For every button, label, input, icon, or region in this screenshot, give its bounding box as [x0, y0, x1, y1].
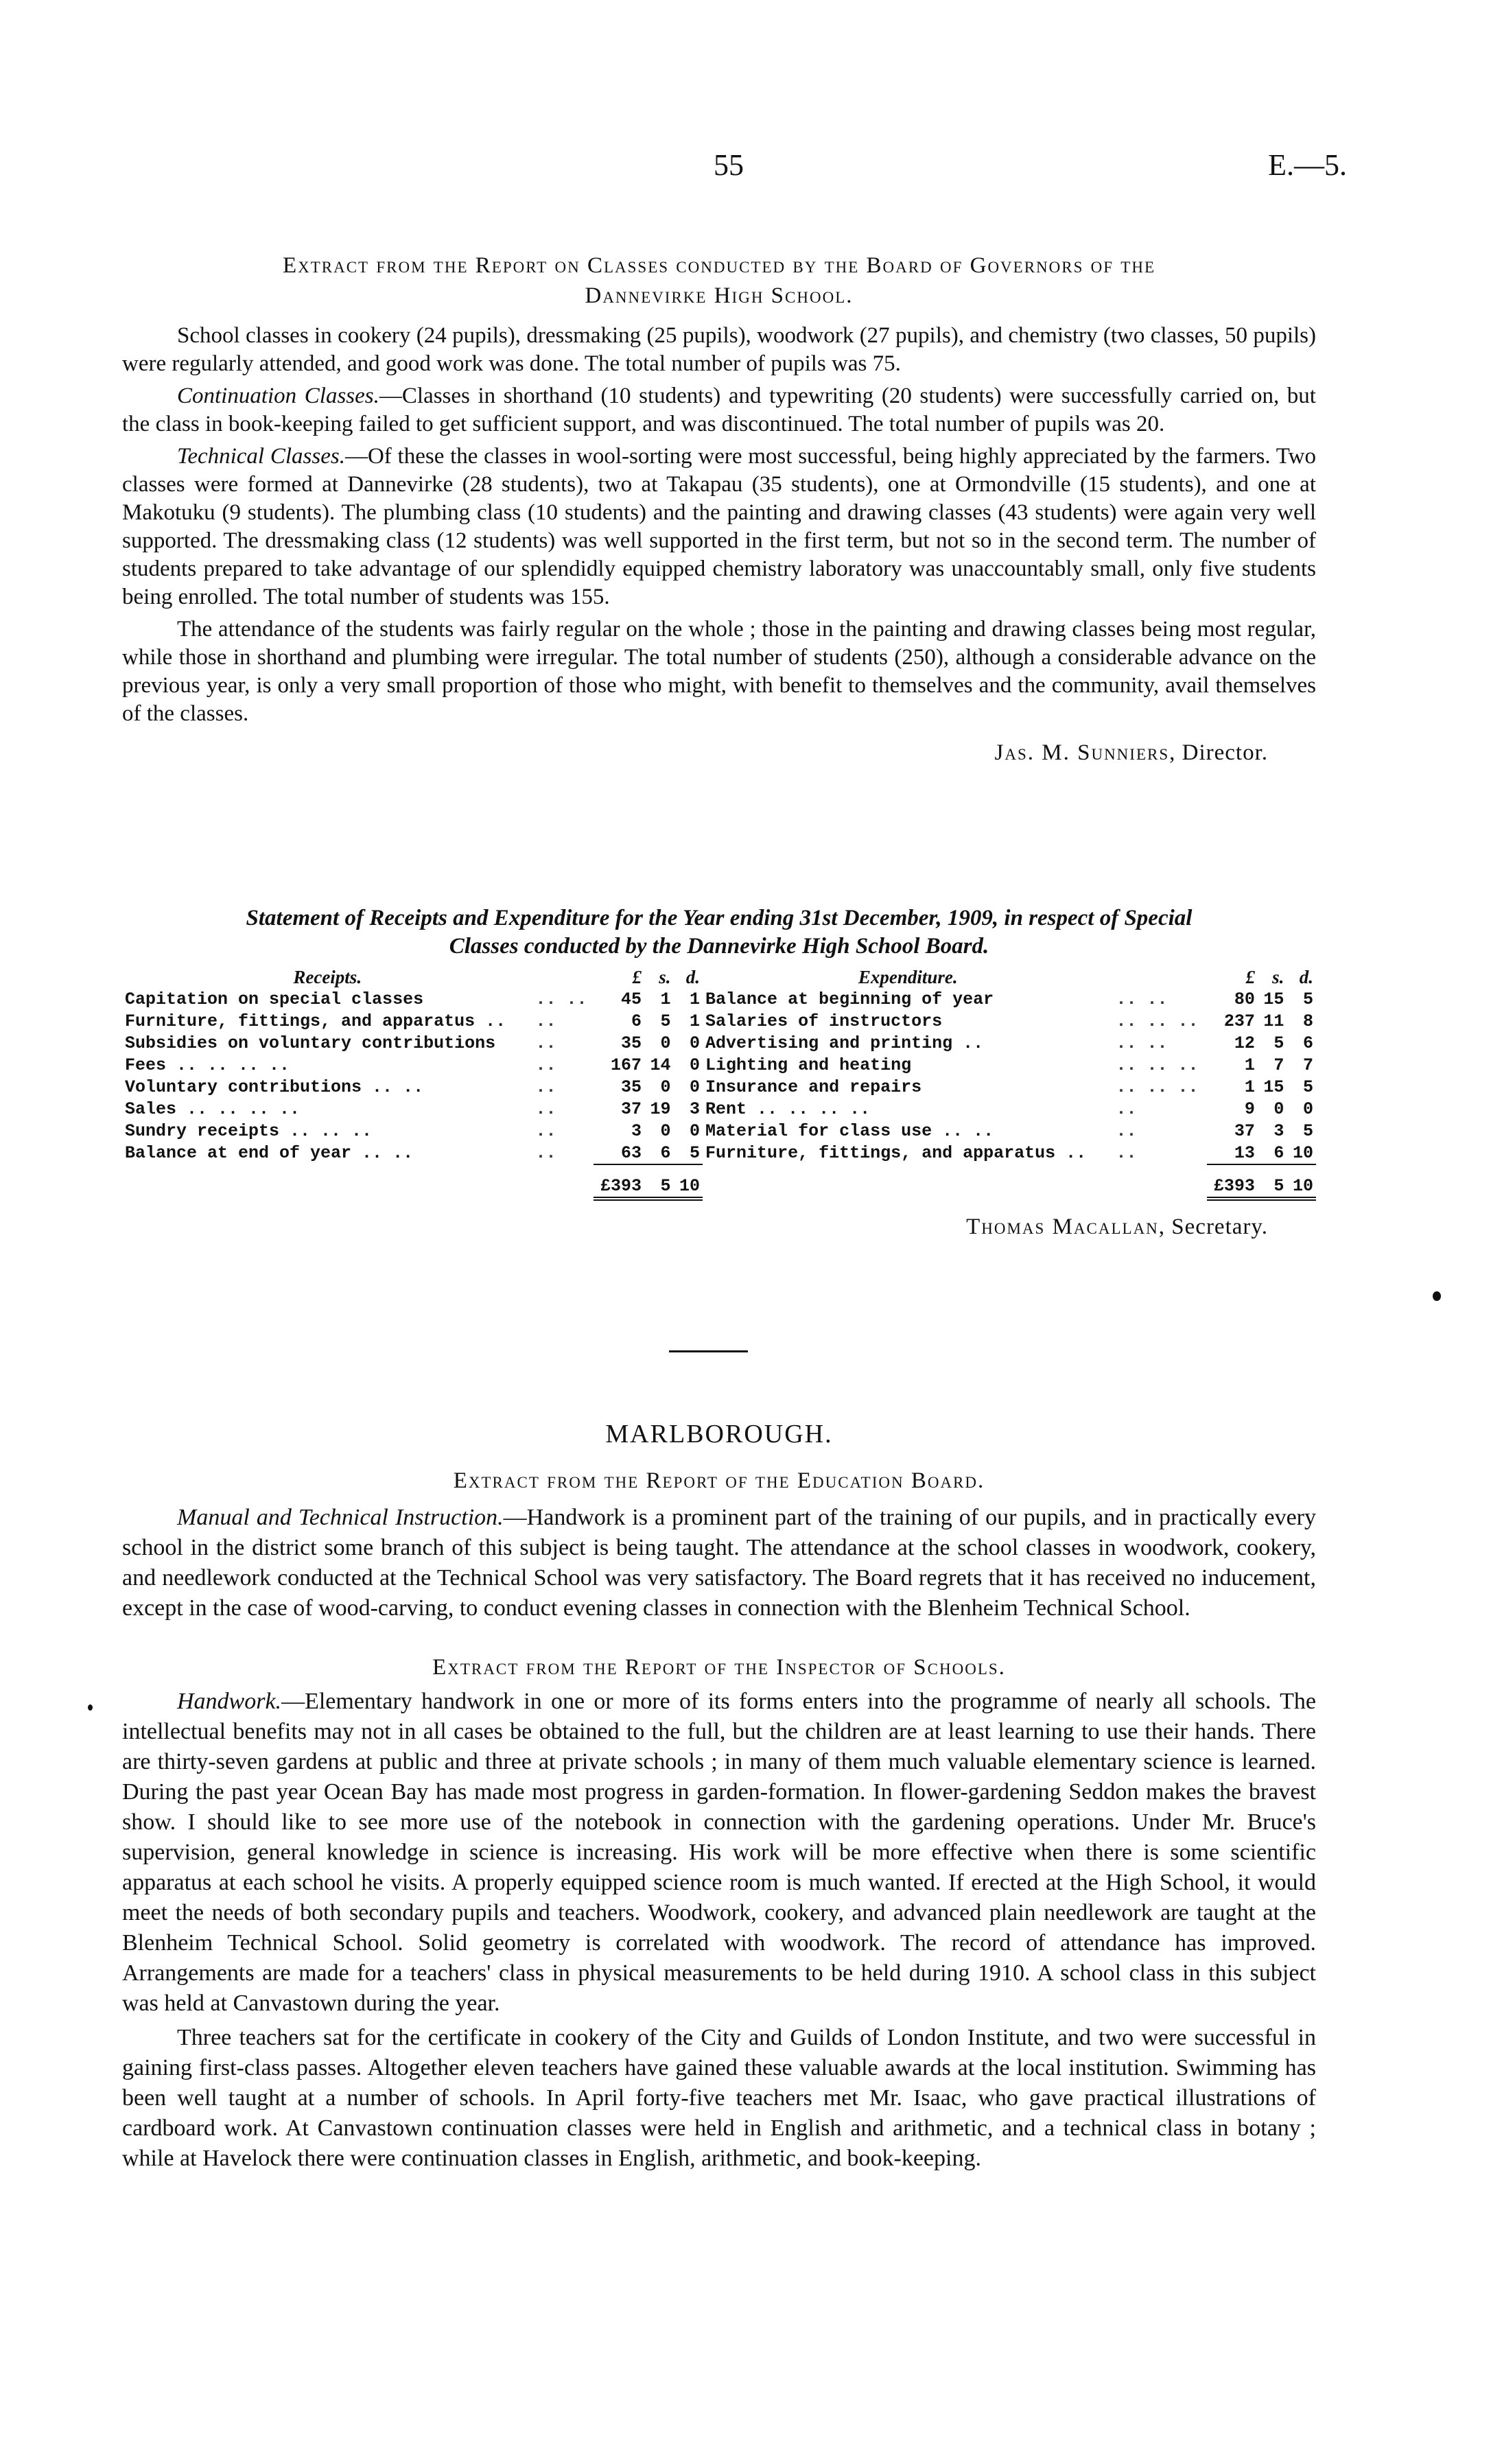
receipt-label: Capitation on special classes [125, 989, 424, 1009]
expenditure-pounds: 12 [1234, 1033, 1255, 1053]
expenditure-shillings: 3 [1273, 1120, 1284, 1141]
secretary-name: Thomas Macallan [966, 1215, 1159, 1239]
receipt-label: Balance at end of year .. .. [125, 1143, 414, 1163]
receipt-shillings: 19 [650, 1099, 671, 1119]
receipt-label: Voluntary contributions .. .. [125, 1077, 424, 1097]
expenditure-label: Insurance and repairs [705, 1077, 922, 1097]
region-heading: MARLBOROUGH. [605, 1420, 833, 1448]
expenditure-leader-dots: .. [1116, 1099, 1137, 1119]
expenditure-label: Lighting and heating [705, 1055, 912, 1075]
paragraph-handwork [122, 1687, 1316, 2019]
expenditure-shillings: 7 [1273, 1055, 1284, 1075]
expenditure-pounds: 9 [1244, 1099, 1255, 1119]
receipt-pence: 3 [690, 1099, 701, 1119]
expenditure-pounds: 13 [1234, 1142, 1255, 1163]
receipt-label: Fees .. .. .. .. [125, 1055, 290, 1075]
receipt-leader-dots: .. [535, 1011, 556, 1031]
total-receipts-pounds: £393 [594, 1164, 644, 1199]
expenditure-label: Advertising and printing .. [705, 1033, 984, 1053]
receipt-pounds: 45 [621, 989, 642, 1009]
receipt-leader-dots: .. [535, 1033, 556, 1053]
expenditure-shillings: 15 [1263, 989, 1284, 1009]
expenditure-leader-dots: .. .. .. [1116, 1077, 1199, 1097]
col-shillings: s. [659, 966, 671, 987]
total-expenditure-pounds: £393 [1207, 1164, 1258, 1199]
table-row [122, 1076, 1316, 1098]
table-row [122, 1054, 1316, 1076]
expenditure-pence: 5 [1302, 1077, 1313, 1097]
dannevirke-heading [122, 250, 1316, 311]
receipt-leader-dots: .. [535, 1055, 556, 1075]
expenditure-label: Rent .. .. .. .. [705, 1099, 871, 1119]
expenditure-shillings: 11 [1263, 1011, 1284, 1031]
receipt-leader-dots: .. .. [535, 989, 587, 1009]
col-pence: d. [685, 966, 701, 987]
expenditure-shillings: 15 [1263, 1077, 1284, 1097]
technical-text: —Of these the classes in wool-sorting were most successful, being highly appreciated by the farmers. Two classes were formed at Dannevirke (28 students), two at Takapau (35 students), one at Ormondville (15 students), and one at Makotuku (9 students). The plumbing class (10 students) and the painting and drawing classes (43 students) were again very well supported. The dressmaking class (12 students) was well supported in the first term, but not so in the second term. The number of students prepared to take advantage of our splendidly equipped chemistry laboratory was unaccountably small, only five students being enrolled. The total number of students was 155. [122, 444, 1316, 609]
receipt-shillings: 5 [660, 1011, 671, 1031]
receipt-pence: 1 [690, 989, 701, 1009]
paragraph-school-classes: School classes in cookery (24 pupils), dressmaking (25 pupils), woodwork (27 pupils), and chemistry (two classes, 50 pupils) were regularly attended, and good work was done. The total number of pupils was 75. [122, 323, 1316, 376]
receipt-shillings: 14 [650, 1055, 671, 1075]
table-row [122, 1120, 1316, 1142]
receipt-leader-dots: .. [535, 1099, 556, 1119]
expenditure-leader-dots: .. [1116, 1120, 1137, 1141]
receipt-pounds: 3 [631, 1120, 642, 1141]
receipt-pounds: 167 [611, 1055, 642, 1075]
receipt-label: Sales .. .. .. .. [125, 1099, 301, 1119]
table-row [122, 1142, 1316, 1164]
expenditure-label: Salaries of instructors [705, 1011, 943, 1031]
ink-spot [1433, 1291, 1441, 1301]
expenditure-pence: 10 [1292, 1142, 1313, 1163]
heading-line-2: Dannevirke High School. [585, 283, 854, 308]
expenditure-pounds: 80 [1234, 989, 1255, 1009]
secretary-signature [122, 1215, 1316, 1240]
statement-title [122, 904, 1316, 961]
paragraph-technical-classes [122, 443, 1316, 611]
receipt-label: Subsidies on voluntary contributions [125, 1033, 496, 1053]
statement-title-line-2: Classes conducted by the Dannevirke High School Board. [449, 934, 989, 959]
expenditure-pence: 8 [1302, 1011, 1313, 1031]
expenditure-leader-dots: .. .. .. [1116, 1011, 1199, 1031]
statement-section [122, 904, 1316, 1240]
ink-spot [88, 1704, 93, 1711]
lead-handwork: Handwork. [177, 1689, 282, 1714]
col-pence-exp: d. [1299, 966, 1313, 987]
inspector-heading: Extract from the Report of the Inspector of Schools. [432, 1655, 1006, 1680]
receipt-pence: 0 [690, 1077, 701, 1097]
total-receipts-shillings: 5 [644, 1164, 674, 1199]
expenditure-pence: 7 [1302, 1055, 1313, 1075]
receipt-pounds: 6 [631, 1011, 642, 1031]
expenditure-pounds: 1 [1244, 1055, 1255, 1075]
paragraph-continuation-classes [122, 382, 1316, 438]
dannevirke-section [122, 250, 1316, 766]
expenditure-pounds: 37 [1234, 1120, 1255, 1141]
director-signature [122, 740, 1316, 766]
expenditure-pounds: 237 [1223, 1011, 1255, 1031]
series-identifier: E.—5. [1268, 148, 1347, 182]
table-row [122, 1010, 1316, 1032]
expenditure-shillings: 0 [1273, 1099, 1284, 1119]
receipt-label: Furniture, fittings, and apparatus .. [125, 1011, 506, 1031]
receipt-shillings: 1 [660, 989, 671, 1009]
expenditure-pence: 6 [1302, 1033, 1313, 1053]
table-header-row [122, 966, 1316, 988]
receipt-leader-dots: .. [535, 1143, 556, 1163]
lead-technical: Technical Classes. [177, 444, 345, 469]
handwork-text: —Elementary handwork in one or more of its forms enters into the programme of nearly all schools. The intellectual benefits may not in all cases be obtained to the full, but the children are at least learning to use their hands. There are thirty-seven gardens at public and three at private schools ; in many of them much valuable elementary science is learned. During the past year Ocean Bay has made most progress in garden-formation. In flower-gardening Seddon makes the bravest show. I should like to see more use of the notebook in connection with the gardening operations. Under Mr. Bruce's supervision, general knowledge in science is increasing. His work will be more effective when there is some scientific apparatus at each school he visits. A properly equipped science room is much wanted. If erected at the High School, it would meet the needs of both secondary pupils and teachers. Woodwork, cookery, and advanced plain needlework are taught at the Blenheim Technical School. Solid geometry is correlated with woodwork. The record of attendance has improved. Arrangements are made for a teachers' class in physical measurements to be held during 1910. A school class in this subject was held at Canvastown during the year. [122, 1689, 1316, 2016]
total-expenditure-shillings: 5 [1258, 1164, 1287, 1199]
expenditure-leader-dots: .. .. [1116, 1033, 1168, 1053]
expenditure-pence: 5 [1302, 1120, 1313, 1141]
expenditure-shillings: 6 [1273, 1142, 1284, 1163]
receipt-pence: 0 [690, 1055, 701, 1075]
lead-manual-technical: Manual and Technical Instruction. [177, 1505, 504, 1530]
director-title: , Director. [1169, 740, 1268, 765]
total-receipts-pence: 10 [674, 1164, 703, 1199]
board-heading: Extract from the Report of the Education Board. [453, 1468, 985, 1493]
page-number: 55 [714, 148, 744, 182]
col-pound: £ [632, 966, 642, 987]
receipt-pence: 0 [690, 1033, 701, 1053]
accounts-table [122, 966, 1316, 1201]
receipt-label: Sundry receipts .. .. .. [125, 1120, 373, 1141]
expenditure-label: Furniture, fittings, and apparatus .. [705, 1143, 1087, 1163]
expenditure-leader-dots: .. .. [1116, 989, 1168, 1009]
receipt-shillings: 0 [660, 1033, 671, 1053]
total-expenditure-pence: 10 [1287, 1164, 1316, 1199]
expenditure-header: Expenditure. [858, 966, 958, 987]
expenditure-label: Balance at beginning of year [705, 989, 994, 1009]
expenditure-pence: 0 [1302, 1099, 1313, 1119]
col-shillings-exp: s. [1272, 966, 1284, 987]
heading-line-1: Extract from the Report on Classes conducted by the Board of Governors of the [282, 253, 1156, 278]
totals-row [122, 1164, 1316, 1199]
table-row [122, 1032, 1316, 1054]
receipt-pounds: 37 [621, 1099, 642, 1119]
receipt-pence: 1 [690, 1011, 701, 1031]
paragraph-teachers: Three teachers sat for the certificate in cookery of the City and Guilds of London Institute, and two were successful in gaining first-class passes. Altogether eleven teachers have gained these valuable awards at the local institution. Swimming has been well taught at a number of schools. In April forty-five teachers met Mr. Isaac, who gave practical illustrations of cardboard work. At Canvastown continuation classes were held in English and arithmetic, and a technical class in botany ; while at Havelock there were continuation classes in English, arithmetic, and book-keeping. [122, 2025, 1316, 2171]
receipt-pounds: 35 [621, 1077, 642, 1097]
expenditure-leader-dots: .. [1116, 1143, 1137, 1163]
receipt-leader-dots: .. [535, 1120, 556, 1141]
table-row [122, 988, 1316, 1010]
receipt-pence: 0 [690, 1120, 701, 1141]
lead-continuation: Continuation Classes. [177, 384, 379, 408]
table-row [122, 1098, 1316, 1120]
receipt-pence: 5 [690, 1142, 701, 1163]
receipt-leader-dots: .. [535, 1077, 556, 1097]
expenditure-shillings: 5 [1273, 1033, 1284, 1053]
receipt-shillings: 0 [660, 1077, 671, 1097]
receipts-header: Receipts. [293, 966, 362, 987]
col-pound-exp: £ [1245, 966, 1255, 987]
receipt-shillings: 0 [660, 1120, 671, 1141]
director-name: Jas. M. Sunniers [994, 740, 1170, 765]
expenditure-leader-dots: .. .. .. [1116, 1055, 1199, 1075]
continuation-text: —Classes in shorthand (10 students) and typewriting (20 students) were successfully carried on, but the class in book-keeping failed to get sufficient support, and was discontinued. The total number of pupils was 20. [122, 384, 1316, 436]
section-divider [669, 1350, 748, 1352]
receipt-pounds: 63 [621, 1142, 642, 1163]
manual-technical-text: —Handwork is a prominent part of the training of our pupils, and in practically every school in the district some branch of this subject is being taught. The attendance at the school classes in woodwork, cookery, and needlework conducted at the Technical School was very satisfactory. The Board regrets that it has received no inducement, except in the case of wood-carving, to conduct evening classes in connection with the Blenheim Technical School. [122, 1505, 1317, 1621]
paragraph-manual-technical [122, 1503, 1316, 1623]
expenditure-pence: 5 [1302, 989, 1313, 1009]
expenditure-pounds: 1 [1244, 1077, 1255, 1097]
marlborough-section [122, 1466, 1316, 2174]
statement-title-line-1: Statement of Receipts and Expenditure for the Year ending 31st December, 1909, in respect of Special [246, 906, 1193, 930]
receipt-pounds: 35 [621, 1033, 642, 1053]
secretary-title: , Secretary. [1158, 1215, 1268, 1239]
paragraph-attendance: The attendance of the students was fairly regular on the whole ; those in the painting and drawing classes being most regular, while those in shorthand and plumbing were irregular. The total number of students (250), although a considerable advance on the previous year, is only a very small proportion of those who might, with benefit to themselves and the community, avail themselves of the classes. [122, 617, 1316, 726]
expenditure-label: Material for class use .. .. [705, 1120, 994, 1141]
receipt-shillings: 6 [660, 1142, 671, 1163]
